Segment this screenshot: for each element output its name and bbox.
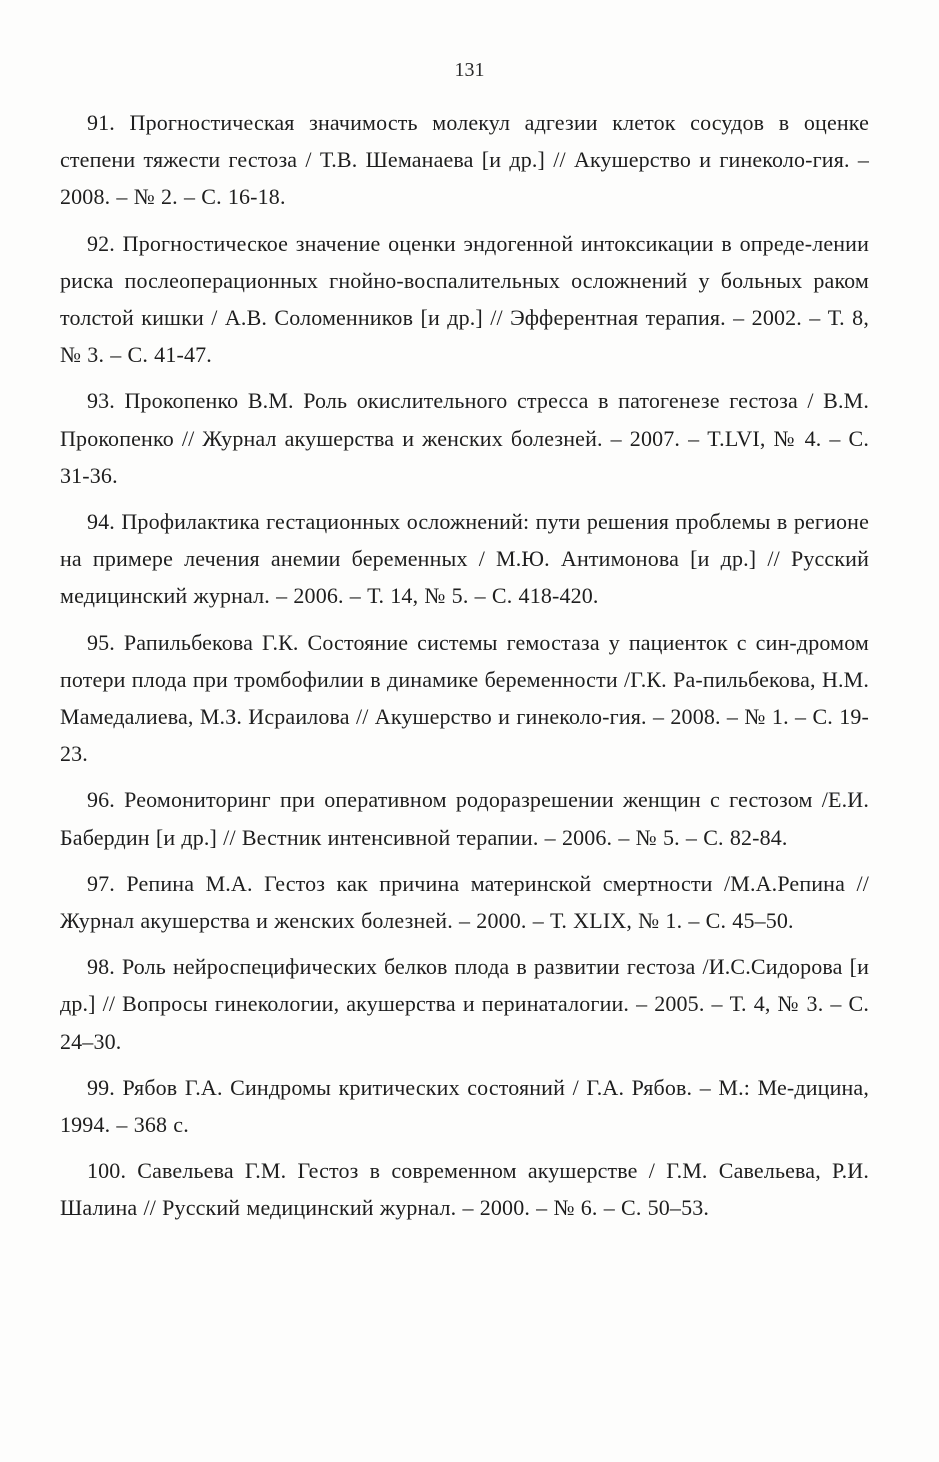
reference-item bbox=[60, 503, 869, 615]
reference-text: Профилактика гестационных осложнений: пути решения проблемы в регионе на примере лечения анемии беременных / М.Ю. Антимонова [и др.] // Русский медицинский журнал. – 2006. – Т. 14, № 5. – С. 418-420. bbox=[60, 509, 870, 609]
reference-item bbox=[60, 1069, 869, 1143]
reference-text: Прогностическое значение оценки эндогенной интоксикации в опреде-лении риска послеоперационных гнойно-воспалительных осложнений у больных раком толстой кишки / А.В. Соломенников [и др.] // Эфферентная терапия. – 2002. – Т. 8, № 3. – С. 41-47. bbox=[60, 230, 870, 368]
reference-item bbox=[60, 781, 869, 855]
reference-number: 94. bbox=[87, 509, 115, 535]
reference-item bbox=[60, 948, 869, 1060]
reference-item bbox=[60, 865, 869, 939]
reference-text: Роль нейроспецифических белков плода в развитии гестоза /И.С.Сидорова [и др.] // Вопросы гинекологии, акушерства и перинаталогии. – 2005. – Т. 4, № 3. – С. 24–30. bbox=[60, 954, 869, 1054]
reference-text: Рапильбекова Г.К. Состояние системы гемостаза у пациенток с син-дромом потери плода при тромбофилии в динамике беременности /Г.К. Ра-пильбекова, Н.М. Мамедалиева, М.З. Исраилова // Акушерство и гинеколо-гия. – 2008. – № 1. – С. 19-23. bbox=[60, 629, 869, 767]
reference-text: Репина М.А. Гестоз как причина материнской смертности /М.А.Репина // Журнал акушерства и женских болезней. – 2000. – Т. XLIX, № 1. – С. 45–50. bbox=[60, 870, 869, 934]
reference-number: 95. bbox=[87, 629, 115, 655]
reference-item bbox=[60, 104, 869, 216]
reference-number: 100. bbox=[87, 1158, 127, 1184]
reference-number: 99. bbox=[87, 1074, 115, 1100]
reference-number: 98. bbox=[87, 954, 115, 980]
page-number: 131 bbox=[454, 59, 485, 81]
reference-number: 92. bbox=[87, 230, 115, 256]
reference-text: Прогностическая значимость молекул адгезии клеток сосудов в оценке степени тяжести гестоза / Т.В. Шеманаева [и др.] // Акушерство и гинеколо-гия. – 2008. – № 2. – С. 16-18. bbox=[60, 110, 869, 210]
reference-number: 96. bbox=[87, 787, 115, 813]
reference-list bbox=[60, 104, 869, 1236]
reference-number: 91. bbox=[87, 110, 115, 135]
reference-text: Савельева Г.М. Гестоз в современном акушерстве / Г.М. Савельева, Р.И. Шалина // Русский медицинский журнал. – 2000. – № 6. – С. 50–53. bbox=[60, 1158, 869, 1221]
reference-item bbox=[60, 382, 869, 494]
reference-item bbox=[60, 624, 869, 773]
reference-text: Прокопенко В.М. Роль окислительного стресса в патогенезе гестоза / В.М. Прокопенко // Журнал акушерства и женских болезней. – 2007. – T.LVI, № 4. – С. 31-36. bbox=[60, 388, 869, 488]
reference-text: Рябов Г.А. Синдромы критических состояний / Г.А. Рябов. – М.: Ме-дицина, 1994. – 368 с. bbox=[60, 1074, 869, 1138]
reference-number: 97. bbox=[87, 870, 115, 896]
reference-text: Реомониторинг при оперативном родоразрешении женщин с гестозом /Е.И. Бабердин [и др.] // Вестник интенсивной терапии. – 2006. – № 5. – С. 82-84. bbox=[60, 787, 869, 850]
reference-item bbox=[60, 1152, 869, 1226]
reference-number: 93. bbox=[87, 388, 115, 414]
reference-item bbox=[60, 225, 869, 374]
